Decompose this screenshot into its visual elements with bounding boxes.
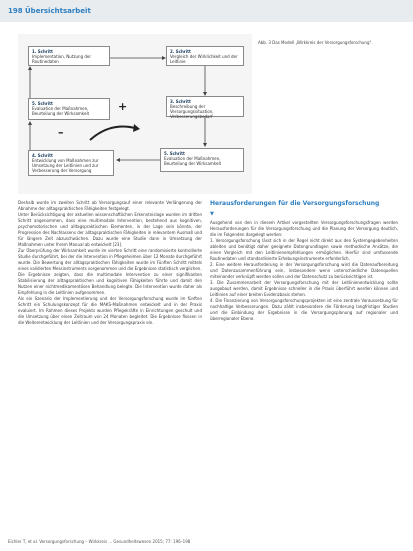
- step-evaluation-text: Evaluation der Maßnahmen, Beurteilung der Wirksamkeit: [164, 156, 222, 166]
- section-title: Übersichtsarbeit: [25, 7, 91, 15]
- right-list-item: 2. Eine weitere Herausforderung in der Versorgungsforschung wird die Datenaufbereitung und Datenzusammenführung sein, insbesondere wenn unterschiedliche Datenquellen miteinander verknüpft werden sollen und der Datenschutz zu berücksichtigen ist.: [210, 262, 398, 279]
- figure-step-1: [28, 46, 110, 66]
- step-5-title: 5. Schritt: [32, 101, 53, 106]
- right-list-item: 3. Die Zusammenarbeit der Versorgungsforschung mit der Leitlinienentwicklung sollte ausgebaut werden, damit Ergebnisse schneller in die Praxis überführt werden können und Leitlinien auf einer breiten Evidenzbasis stehen.: [210, 280, 398, 297]
- figure-step-2: [166, 46, 244, 66]
- step-evaluation-title: 5. Schritt: [164, 151, 185, 156]
- step-1-text: Implementation, Nutzung der Routinedaten: [32, 54, 92, 64]
- right-list-item: 4. Die Finanzierung von Versorgungsforschungsprojekten ist eine zentrale Voraussetzung für nachhaltige Verbesserungen. Dazu zählt insbesondere die Förderung langfristiger Studien und die Einbindung der Ergebnisse in die Versorgungsplanung auf regionaler und überregionaler Ebene.: [210, 298, 398, 321]
- figure-caption: Abb. 3 Das Modell „Wirkkreis der Versorgungsforschung".: [258, 40, 373, 45]
- figure-step-evaluation: [160, 148, 244, 172]
- page-footer: Eichler T, et al. Versorgungsforschung – Wirkkreis ... Gesundheitswesen 2015; 77: 196–198: [8, 539, 191, 544]
- left-paragraph: Als ein Szenario der Implementierung und der Versorgungsforschung wurde im fünften Schritt ein Schulungskonzept für die MAKS-Maßnahmen entwickelt und in der Praxis evaluiert. Im Rahmen dieses Projekts wurden Pflegekräfte in Einrichtungen geschult und die Umsetzung über einen Zeitraum von 24 Monaten begleitet. Die Ergebnisse flossen in die Weiterentwicklung der Leitlinien und der Versorgungspraxis ein.: [18, 296, 202, 325]
- step-1-title: 1. Schritt: [32, 49, 53, 54]
- right-intro: Ausgehend von den in diesem Artikel vorgestellten Versorgungsforschungsfragen werden Herausforderungen für die Versorgungsforschung und die Planung der Versorgung deutlich, die im Folgenden dargelegt werden:: [210, 220, 398, 237]
- left-paragraph: Zur Überprüfung der Wirksamkeit wurde im vierten Schritt eine randomisierte kontrollierte Studie durchgeführt, bei der die Intervention in Pflegeheimen über 12 Monate durchgeführt wurde. Die Bewertung der alltagspraktischen Fähigkeiten wurde im Fünften Schritt mittels eines validierten Messinstruments vorgenommen und die Ergebnisse statistisch verglichen.: [18, 248, 202, 271]
- right-list-item: 1. Versorgungsforschung lässt sich in der Regel nicht direkt aus den Systemgegebenheiten ableiten und benötigt daher geeignete Datengrundlagen sowie methodische Ansätze, die einen Vergleich mit den Leitlinienempfehlungen ermöglichen. Hierfür sind umfassende Routinedaten und standardisierte Erhebungsinstrumente erforderlich.: [210, 238, 398, 261]
- right-column: [210, 200, 398, 532]
- step-4-text: Entwicklung von Maßnahmen zur Umsetzung der Leitlinien und zur Verbesserung der Versorgung: [32, 158, 99, 173]
- heading-marker: ▼: [210, 211, 214, 217]
- step-4-title: 4. Schritt: [32, 153, 53, 158]
- section-heading: Herausforderungen für die Versorgungsforschung: [210, 200, 380, 207]
- minus-sign: –: [58, 126, 64, 139]
- left-paragraph: Die Ergebnisse zeigten, dass die multimodale Intervention zu einer signifikanten Stabilisierung der alltagspraktischen und kognitiven Fähigkeiten führte und damit den Nutzen einer nichtmedikamentösen Behandlung belegte. Die Intervention wurde daher als Empfehlung in die Leitlinien aufgenommen.: [18, 272, 202, 295]
- step-2-text: Vergleich der Wirklichkeit und der Leitlinie: [170, 54, 238, 64]
- step-3-title: 3. Schritt: [170, 99, 191, 104]
- step-3-text: Beschreibung der Versorgungssituation, Verbesserungsbedarf: [170, 104, 214, 119]
- figure-step-5: [28, 98, 110, 120]
- figure-step-4: [28, 150, 114, 176]
- plus-sign: +: [118, 100, 128, 113]
- figure-step-3: [166, 96, 244, 117]
- step-5-text: Evaluation der Maßnahmen, Beurteilung der Wirksamkeit: [32, 106, 90, 116]
- left-paragraph: Deshalb wurde im zweiten Schritt ab Versorgungsauf einer relevante Verlängerung der Abnahme der alltagspraktischen Fähigkeiten festgelegt.: [18, 200, 202, 211]
- left-paragraph: Unter Berücksichtigung der aktuellen wissenschaftlichen Erkenntnislage wurden im dritten Schritt angenommen, dass eine multimodale Intervention, bestehend aus kognitiven, psychomotorischen und alltagspraktischen Elementen, in der Lage sein könnte, der Progression des Nachlassens der alltagspraktischen Fähigkeiten in relevantem Ausmaß und für längere Zeit abzuschwächen. Dazu wurde eine Studie dann in Umsetzung der Maßnahmen unter Ihrem Manual ab entwickelt [23].: [18, 212, 202, 247]
- page-number: 198: [8, 7, 23, 15]
- step-2-title: 2. Schritt: [170, 49, 191, 54]
- left-column: [18, 200, 202, 532]
